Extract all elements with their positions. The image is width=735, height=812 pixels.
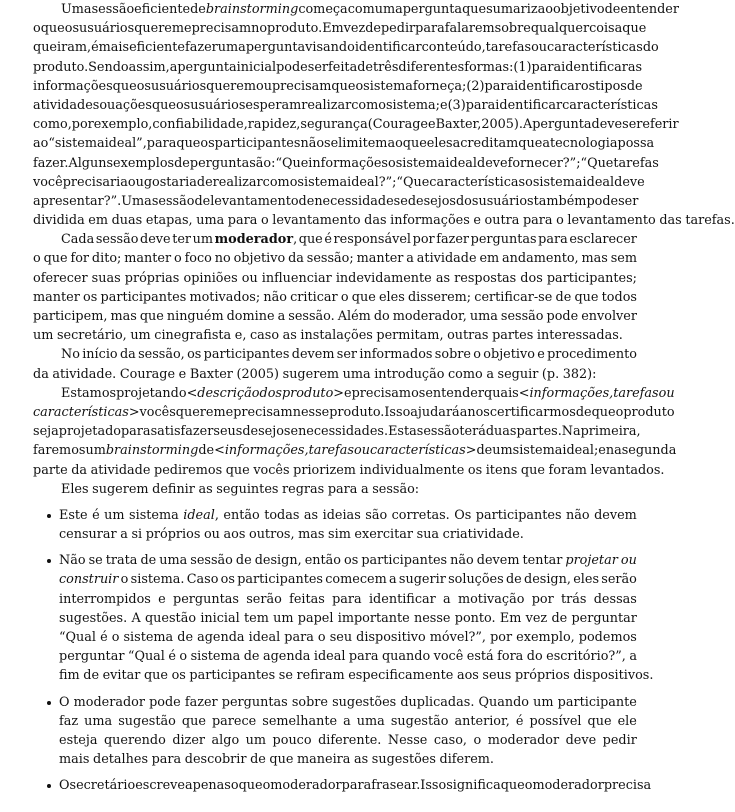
text-line: O secretário escreve apenas o que o moderador parafrasear. Isso significa que o moderador precisa	[59, 778, 652, 794]
text-line: Cada sessão deve ter um moderador, que é responsável por fazer perguntas para esclarecer	[61, 232, 637, 248]
rule-item	[33, 506, 637, 544]
text-line: faz uma sugestão que parece semelhante a uma sugestão anterior, é possível que ele	[59, 713, 637, 729]
text-line: um secretário, um cinegrafista e, caso as instalações permitam, outras partes interessadas.	[33, 328, 623, 344]
text-line: No início da sessão, os participantes devem ser informados sobre o objetivo e procedimento	[61, 347, 637, 363]
text-line: o que os usuários querem e precisam no produto. Em vez de pedir para falarem sobre qualquer coisa que	[33, 21, 647, 37]
list-gap	[33, 769, 637, 776]
text-line: características> vocês querem e precisam nesse produto. Isso ajudará a nos certificarmos de que o produto	[33, 404, 675, 420]
text-line: ao “sistema ideal”, para que os participantes não se limitem ao que eles acreditam que a tecnologia possa	[33, 136, 655, 152]
text-line: queiram, é mais eficiente fazer uma pergunta visando identificar conteúdo, tarefas ou características do	[33, 40, 659, 56]
text-line: como, por exemplo, confiabilidade, rapidez, segurança (Courage e Baxter, 2005). A pergunta deve se referir	[33, 117, 679, 133]
list-gap	[33, 544, 637, 551]
bullet-dot	[47, 514, 51, 518]
list-gap	[33, 499, 637, 506]
text-line: fim de evitar que os participantes se refiram especificamente aos seus próprios dispositivos.	[59, 668, 654, 684]
paragraph-2	[33, 230, 637, 345]
paragraph-1	[33, 0, 735, 230]
text-line: fazer. Alguns exemplos de pergunta são: “Que informações o sistema ideal deve fornecer?”; “Que tarefas	[33, 155, 659, 171]
text-line: parte da atividade pediremos que vocês priorizem individualmente os itens que foram levantados.	[33, 462, 665, 478]
text-line: Não se trata de uma sessão de design, então os participantes não devem tentar projetar ou	[59, 553, 637, 569]
text-line: interrompidos e perguntas serão feitas para identificar a motivação por trás dessas	[59, 591, 637, 607]
text-line: participem, mas que ninguém domine a sessão. Além do moderador, uma sessão pode envolver	[33, 309, 637, 324]
text-line: sugestões. A questão inicial tem um papel importante nesse ponto. Em vez de perguntar	[59, 610, 637, 626]
text-line: dividida em duas etapas, uma para o levantamento das informações e outra para o levantamento das tarefas.	[33, 213, 735, 229]
text-line: apresentar?”. Uma sessão de levantamento de necessidades e desejos dos usuários também pode ser	[33, 193, 639, 209]
text-line: O moderador pode fazer perguntas sobre sugestões duplicadas. Quando um participante	[59, 694, 637, 710]
rule-item	[33, 776, 652, 795]
text-line: mais detalhes para descobrir de que maneira as sugestões diferem.	[59, 752, 495, 768]
text-line: Uma sessão eficiente de brainstorming começa com uma pergunta que sumariza o objetivo de entender	[61, 2, 679, 17]
rule-item	[33, 693, 637, 770]
list-gap	[33, 686, 637, 693]
text-line: atividades ou ações que os usuários esperam realizar com o sistema; e (3) para identificar características	[33, 97, 658, 113]
text-line: Estamos projetando <descrição dos produto> e precisamos entender quais <informações, tarefas ou	[61, 385, 675, 401]
text-line: da atividade. Courage e Baxter (2005) sugerem uma introdução como a seguir (p. 382):	[33, 366, 597, 382]
paragraph-5	[33, 480, 637, 499]
text-line: esteja querendo dizer algo um pouco diferente. Nesse caso, o moderador deve pedir	[59, 732, 637, 748]
text-line: censurar a si próprios ou aos outros, mas sim exercitar sua criatividade.	[59, 527, 524, 543]
text-line: perguntar “Qual é o sistema de agenda ideal para quando você está fora do escritório?”, a	[59, 649, 637, 665]
text-line: o que for dito; manter o foco no objetivo da sessão; manter a atividade em andamento, mas sem	[33, 251, 637, 267]
text-line: Eles sugerem definir as seguintes regras para a sessão:	[61, 481, 420, 497]
document-text	[33, 0, 735, 796]
text-line: informações que os usuários querem ou precisam que o sistema forneça; (2) para identificar os tipos de	[33, 78, 643, 94]
text-line: seja projetado para satisfazer seus desejos e necessidades. Esta sessão terá duas partes. Na primeira,	[33, 424, 641, 440]
text-line: “Qual é o sistema de agenda ideal para o seu dispositivo móvel?”, por exemplo, podemos	[59, 630, 637, 645]
text-line: produto. Sendo assim, a pergunta inicial pode ser feita de três diferentes formas: (1) para identificar as	[33, 59, 643, 75]
quoted-introduction	[33, 384, 677, 480]
text-line: Este é um sistema ideal, então todas as ideias são corretas. Os participantes não devem	[59, 507, 637, 523]
text-line: você precisaria ou gostaria de realizar com o sistema ideal?”; “Que características o sistema ideal deve	[33, 174, 645, 190]
text-line: faremos um brainstorming de <informações, tarefas ou características> de um sistema ideal; e na segunda	[33, 443, 677, 459]
paragraph-3	[33, 345, 637, 383]
rule-item	[33, 551, 654, 685]
text-line: manter os participantes motivados; não criticar o que eles disserem; certificar-se de que todos	[33, 289, 637, 305]
bullet-dot	[47, 701, 51, 705]
text-line: construir o sistema. Caso os participantes comecem a sugerir soluções de design, eles serão	[59, 572, 637, 588]
text-line: oferecer suas próprias opiniões ou influenciar indevidamente as respostas dos participantes;	[33, 270, 637, 286]
